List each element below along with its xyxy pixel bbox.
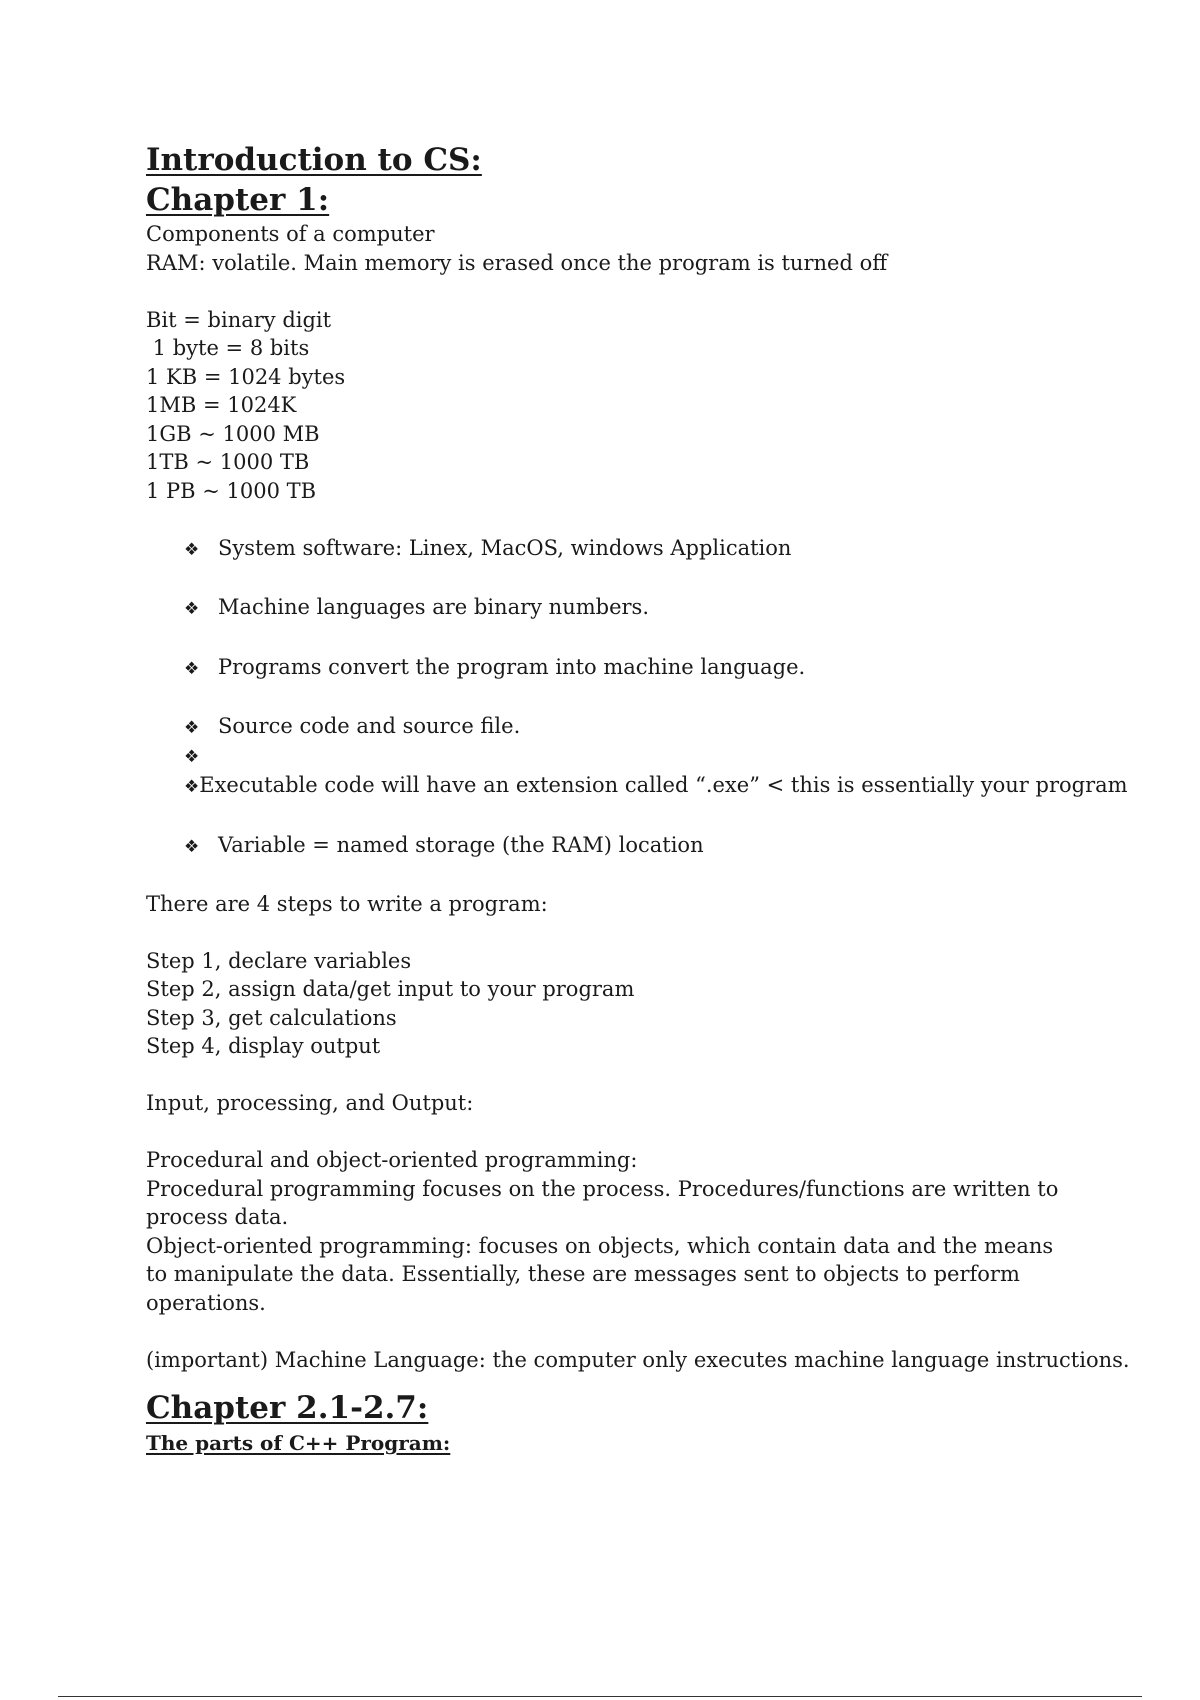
- diamond-bullet-icon: ❖: [184, 746, 200, 767]
- step-line: Step 2, assign data/get input to your program: [146, 977, 635, 1001]
- spacer: [146, 1061, 1076, 1090]
- diamond-bullet-icon: ❖: [184, 718, 200, 738]
- list-item-text: Executable code will have an extension called “.exe” < this is essentially your program: [199, 773, 1128, 797]
- list-item-text: Machine languages are binary numbers.: [218, 595, 649, 619]
- diamond-bullet-icon: ❖: [184, 539, 200, 560]
- list-item-text: Source code and source file.: [218, 714, 521, 738]
- intro-line: Components of a computer: [146, 222, 435, 246]
- unit-line: 1 KB = 1024 bytes: [146, 364, 346, 389]
- list-item-text: Programs convert the program into machine language.: [218, 654, 806, 679]
- oop-paragraph: Object-oriented programming: focuses on objects, which contain data and the means to manipulate the data. Essentially, these are messages sent to objects to perform operations.: [146, 1233, 1054, 1315]
- paradigms-heading: Procedural and object-oriented programming:: [146, 1148, 638, 1172]
- list-item: [184, 593, 1076, 624]
- list-item: [184, 534, 1076, 565]
- page-bottom-rule: [58, 1696, 1142, 1697]
- procedural-paragraph: Procedural programming focuses on the process. Procedures/functions are written to process data.: [146, 1176, 1059, 1229]
- spacer: [146, 918, 1076, 947]
- unit-line: 1GB ~ 1000 MB: [146, 421, 320, 446]
- list-item: [184, 771, 1128, 802]
- document-title: Introduction to CS:: [146, 142, 482, 178]
- step-line: Step 4, display output: [146, 1034, 381, 1058]
- list-item: [184, 653, 1076, 684]
- unit-line: Bit = binary digit: [146, 307, 332, 332]
- diamond-bullet-icon: ❖: [184, 777, 200, 797]
- unit-line: 1 PB ~ 1000 TB: [146, 478, 317, 503]
- chapter-1-heading: Chapter 1:: [146, 182, 330, 218]
- list-item-text: System software: Linex, MacOS, windows Application: [218, 535, 792, 560]
- spacer: [146, 1374, 1076, 1388]
- list-item: [184, 743, 1076, 772]
- unit-line: 1TB ~ 1000 TB: [146, 450, 310, 474]
- document-page: [146, 140, 1130, 1458]
- intro-line: RAM: volatile. Main memory is erased once the program is turned off: [146, 250, 888, 275]
- step-line: Step 3, get calculations: [146, 1005, 397, 1030]
- spacer: [146, 277, 1076, 306]
- list-item: [184, 712, 1076, 743]
- diamond-bullet-icon: ❖: [184, 658, 200, 679]
- spacer: [146, 1118, 1076, 1147]
- chapter-2-heading: Chapter 2.1-2.7:: [146, 1390, 429, 1426]
- list-item: [184, 831, 1076, 862]
- list-item-text: Variable = named storage (the RAM) location: [218, 832, 704, 857]
- diamond-bullet-icon: ❖: [184, 599, 200, 619]
- important-note: (important) Machine Language: the computer only executes machine language instructions.: [146, 1347, 1130, 1372]
- bullet-list: [146, 534, 1128, 862]
- chapter-2-subheading: The parts of C++ Program:: [146, 1431, 451, 1455]
- io-line: Input, processing, and Output:: [146, 1091, 474, 1115]
- unit-line: 1 byte = 8 bits: [146, 336, 310, 360]
- unit-line: 1MB = 1024K: [146, 393, 297, 417]
- diamond-bullet-icon: ❖: [184, 836, 200, 857]
- steps-intro: There are 4 steps to write a program:: [146, 891, 548, 916]
- spacer: [146, 1317, 1076, 1346]
- step-line: Step 1, declare variables: [146, 948, 412, 973]
- spacer: [146, 861, 1076, 890]
- spacer: [146, 505, 1076, 534]
